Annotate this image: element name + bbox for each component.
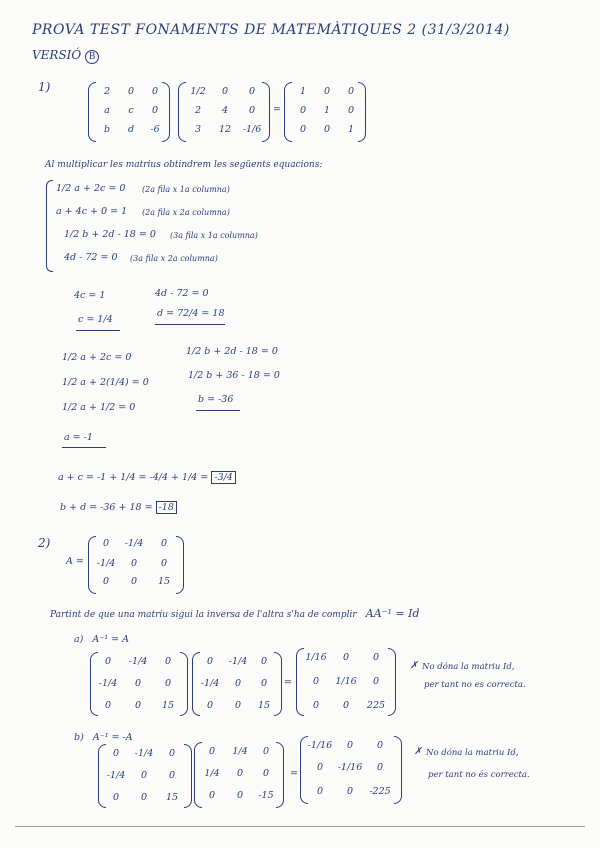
solve-step: 1/2 a + 2(1/4) = 0: [62, 377, 149, 388]
underline: [62, 447, 106, 448]
incorrect-mark-icon: ✗: [410, 660, 418, 671]
matrix-cell: 1: [347, 124, 355, 135]
matrix-cell: -1/4: [200, 678, 220, 689]
q2-intro-text: Partint de que una matriu sigui la inversa de l'altra s'ha de complir: [50, 610, 357, 620]
matrix-cell: 0: [342, 652, 350, 663]
matrix-cell: 0: [376, 762, 384, 773]
matrix-cell: 0: [376, 740, 384, 751]
sum-expression: [58, 472, 236, 483]
question-1-label: 1): [38, 80, 51, 94]
matrix-cell: -1/4: [228, 656, 248, 667]
matrix-cell: 0: [262, 746, 270, 757]
matrix-cell: 0: [208, 746, 216, 757]
system-note: (3a fila x 2a columna): [130, 254, 218, 263]
matrix-cell: -1/4: [124, 538, 144, 549]
solve-result: b = -36: [198, 394, 234, 405]
solve-step: 1/2 a + 2c = 0: [62, 352, 132, 363]
matrix-cell: 0: [112, 748, 120, 759]
matrix-cell: 2: [194, 105, 202, 116]
matrix-cell: 0: [164, 678, 172, 689]
matrix-cell: 1/16: [335, 676, 357, 687]
page-bottom-divider: [15, 826, 585, 827]
matrix-cell: -1/16: [307, 740, 333, 751]
part-b-label: [74, 732, 133, 743]
matrix-cell: 0: [127, 86, 135, 97]
matrix-cell: 0: [208, 790, 216, 801]
matrix-cell: 0: [112, 792, 120, 803]
matrix-cell: -1/4: [128, 656, 148, 667]
matrix-cell: 0: [130, 576, 138, 587]
matrix-cell: 0: [164, 656, 172, 667]
matrix-cell: 0: [260, 678, 268, 689]
part-hypothesis: A⁻¹ = -A: [92, 732, 133, 743]
matrix-cell: 0: [236, 790, 244, 801]
part-label: b): [74, 732, 84, 743]
solve-step: 1/2 b + 36 - 18 = 0: [188, 370, 280, 381]
matrix-cell: 0: [323, 124, 331, 135]
underline: [155, 324, 225, 325]
matrix-cell: 1: [323, 105, 331, 116]
matrix-cell: -15: [258, 790, 274, 801]
part-comment: No dóna la matriu Id,: [426, 748, 519, 758]
matrix-cell: -225: [369, 786, 391, 797]
matrix-cell: 0: [346, 740, 354, 751]
matrix-cell: 0: [151, 86, 159, 97]
system-note: (3a fila x 1a columna): [170, 231, 258, 240]
matrix-cell: 0: [160, 558, 168, 569]
matrix-cell: 15: [157, 576, 171, 587]
system-equation: 4d - 72 = 0: [64, 252, 118, 263]
matrix-cell: 0: [206, 700, 214, 711]
matrix-cell: d: [127, 124, 135, 135]
matrix-cell: 2: [103, 86, 111, 97]
matrix-cell: 0: [221, 86, 229, 97]
matrix-cell: 0: [248, 105, 256, 116]
matrix-cell: 0: [346, 786, 354, 797]
solve-step: 1/2 b + 2d - 18 = 0: [186, 346, 278, 357]
sum-expression-text: a + c = -1 + 1/4 = -4/4 + 1/4 =: [58, 472, 209, 483]
matrix-cell: -1/4: [96, 558, 116, 569]
matrix-cell: c: [128, 105, 134, 116]
solve-step: 4c = 1: [74, 290, 106, 301]
matrix-cell: 0: [140, 770, 148, 781]
q2-intro: [50, 602, 419, 621]
matrix-cell: 0: [248, 86, 256, 97]
matrix-cell: 0: [168, 748, 176, 759]
matrix-cell: 0: [372, 676, 380, 687]
matrix-a-label: A =: [66, 556, 84, 567]
matrix-cell: 0: [347, 105, 355, 116]
part-label: a): [74, 634, 84, 645]
matrix-cell: 0: [316, 762, 324, 773]
matrix-cell: 0: [130, 558, 138, 569]
matrix-cell: 15: [161, 700, 175, 711]
sum-result-box: -3/4: [211, 471, 236, 484]
inverse-condition: AA⁻¹ = Id: [365, 607, 420, 620]
solve-step: 4d - 72 = 0: [155, 288, 209, 299]
matrix-cell: 0: [102, 576, 110, 587]
matrix-cell: 0: [234, 678, 242, 689]
matrix-cell: 0: [299, 124, 307, 135]
system-equation: 1/2 b + 2d - 18 = 0: [64, 229, 156, 240]
matrix-cell: -1/4: [98, 678, 118, 689]
matrix-cell: 0: [236, 768, 244, 779]
matrix-cell: 3: [194, 124, 202, 135]
matrix-cell: 1/4: [204, 768, 220, 779]
solve-result: d = 72/4 = 18: [157, 308, 225, 319]
matrix-cell: 0: [102, 538, 110, 549]
matrix-cell: 1: [299, 86, 307, 97]
part-comment: per tant no és correcta.: [428, 770, 530, 780]
sum-result-box: -18: [156, 501, 177, 514]
matrix-cell: -6: [150, 124, 160, 135]
solve-step: 1/2 a + 1/2 = 0: [62, 402, 136, 413]
matrix-cell: b: [103, 124, 111, 135]
part-comment: No dóna la matriu Id,: [422, 662, 515, 672]
system-brace: [46, 180, 53, 272]
matrix-cell: 0: [168, 770, 176, 781]
matrix-cell: -1/4: [106, 770, 126, 781]
matrix-cell: -1/6: [242, 124, 262, 135]
matrix-cell: 0: [104, 656, 112, 667]
matrix-cell: 0: [323, 86, 331, 97]
part-comment: per tant no es correcta.: [424, 680, 526, 690]
matrix-cell: 0: [134, 700, 142, 711]
matrix-cell: -1/16: [337, 762, 363, 773]
matrix-cell: 0: [312, 700, 320, 711]
matrix-cell: 0: [260, 656, 268, 667]
matrix-cell: 0: [104, 700, 112, 711]
matrix-cell: 0: [151, 105, 159, 116]
underline: [196, 410, 240, 411]
matrix-cell: 0: [140, 792, 148, 803]
matrix-cell: 0: [134, 678, 142, 689]
equals-sign: =: [284, 677, 292, 688]
part-hypothesis: A⁻¹ = A: [92, 634, 129, 645]
matrix-cell: 12: [218, 124, 232, 135]
matrix-cell: 0: [206, 656, 214, 667]
version-text: VERSIÓ: [32, 48, 82, 62]
incorrect-mark-icon: ✗: [414, 746, 422, 757]
solve-result: c = 1/4: [78, 314, 113, 325]
version-label: [32, 48, 99, 64]
system-equation: a + 4c + 0 = 1: [56, 206, 128, 217]
matrix-cell: 0: [160, 538, 168, 549]
system-note: (2a fila x 1a columna): [142, 185, 230, 194]
solve-result: a = -1: [64, 432, 93, 443]
matrix-bracket-right: [394, 736, 402, 804]
equals-sign: =: [290, 768, 298, 779]
matrix-cell: 0: [234, 700, 242, 711]
matrix-cell: 1/16: [305, 652, 327, 663]
matrix-cell: 0: [342, 700, 350, 711]
part-a-label: [74, 634, 129, 645]
matrix-cell: 0: [299, 105, 307, 116]
version-letter: B: [85, 50, 99, 64]
underline: [76, 330, 120, 331]
matrix-cell: a: [104, 105, 110, 116]
matrix-cell: 1/2: [190, 86, 206, 97]
system-equation: 1/2 a + 2c = 0: [56, 183, 126, 194]
matrix-cell: 0: [347, 86, 355, 97]
matrix-cell: 0: [262, 768, 270, 779]
matrix-cell: 15: [257, 700, 271, 711]
sum-expression: [60, 502, 177, 513]
equals-sign: =: [273, 104, 281, 115]
matrix-cell: 0: [316, 786, 324, 797]
matrix-cell: 1/4: [232, 746, 248, 757]
q1-intro-text: Al multiplicar les matrius obtindrem les següents equacions:: [45, 160, 323, 170]
matrix-cell: 15: [165, 792, 179, 803]
sum-expression-text: b + d = -36 + 18 =: [60, 502, 153, 513]
matrix-cell: 0: [372, 652, 380, 663]
matrix-cell: 225: [366, 700, 386, 711]
system-note: (2a fila x 2a columna): [142, 208, 230, 217]
matrix-cell: 0: [312, 676, 320, 687]
matrix-cell: 4: [221, 105, 229, 116]
matrix-cell: -1/4: [134, 748, 154, 759]
page-title: PROVA TEST FONAMENTS DE MATEMÀTIQUES 2 (31/3/2014): [32, 22, 510, 38]
question-2-label: 2): [38, 536, 51, 550]
